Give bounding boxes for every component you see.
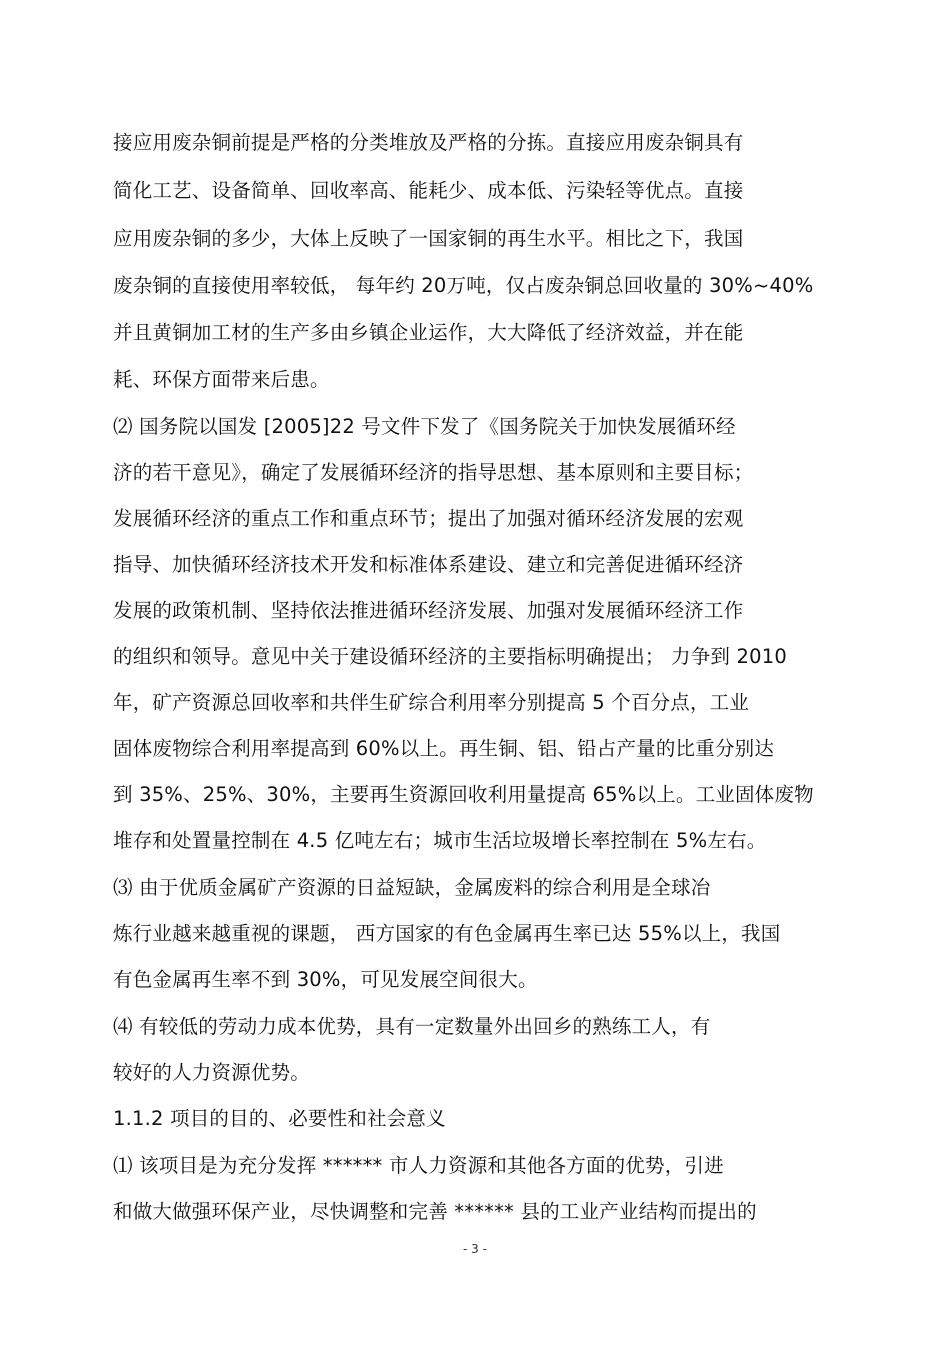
body-text-line: 发展的政策机制、坚持依法推进循环经济发展、加强对发展循环经济工作 xyxy=(113,599,744,622)
section-heading: 1.1.2 项目的目的、必要性和社会意义 xyxy=(113,1107,446,1130)
paragraph-4-start: ⑷ 有较低的劳动力成本优势，具有一定数量外出回乡的熟练工人，有 xyxy=(113,1015,711,1038)
body-text-line: 年，矿产资源总回收率和共伴生矿综合利用率分别提高 5 个百分点，工业 xyxy=(113,691,750,714)
paragraph-5-start: ⑴ 该项目是为充分发挥 ****** 市人力资源和其他各方面的优势，引进 xyxy=(113,1154,724,1177)
body-text-line: 较好的人力资源优势。 xyxy=(113,1061,311,1084)
paragraph-3-start: ⑶ 由于优质金属矿产资源的日益短缺，金属废料的综合利用是全球冶 xyxy=(113,876,711,899)
body-text-line: 并且黄铜加工材的生产多由乡镇企业运作，大大降低了经济效益，并在能 xyxy=(113,321,744,344)
page-number: - 3 - xyxy=(463,1242,487,1256)
body-text-line: 到 35%、25%、30%，主要再生资源回收利用量提高 65%以上。工业固体废物 xyxy=(113,783,814,806)
body-text-line: 应用废杂铜的多少，大体上反映了一国家铜的再生水平。相比之下，我国 xyxy=(113,227,744,250)
body-text-line: 发展循环经济的重点工作和重点环节；提出了加强对循环经济发展的宏观 xyxy=(113,507,744,530)
body-text-line: 耗、环保方面带来后患。 xyxy=(113,368,330,391)
paragraph-2-start: ⑵ 国务院以国发 [2005]22 号文件下发了《国务院关于加快发展循环经 xyxy=(113,415,736,438)
body-text-line: 的组织和领导。意见中关于建设循环经济的主要指标明确提出； 力争到 2010 xyxy=(113,645,787,668)
body-text-line: 有色金属再生率不到 30%，可见发展空间很大。 xyxy=(113,968,538,991)
body-text-line: 简化工艺、设备简单、回收率高、能耗少、成本低、污染轻等优点。直接 xyxy=(113,179,744,202)
body-text-line: 固体废物综合利用率提高到 60%以上。再生铜、铝、铅占产量的比重分别达 xyxy=(113,737,775,760)
body-text-line: 废杂铜的直接使用率较低， 每年约 20万吨，仅占废杂铜总回收量的 30%~40% xyxy=(113,274,814,297)
body-text-line: 接应用废杂铜前提是严格的分类堆放及严格的分拣。直接应用废杂铜具有 xyxy=(113,131,744,154)
body-text-line: 指导、加快循环经济技术开发和标准体系建设、建立和完善促进循环经济 xyxy=(113,553,744,576)
body-text-line: 和做大做强环保产业，尽快调整和完善 ****** 县的工业产业结构而提出的 xyxy=(113,1200,757,1223)
body-text-line: 济的若干意见》，确定了发展循环经济的指导思想、基本原则和主要目标； xyxy=(113,461,754,484)
body-text-line: 炼行业越来越重视的课题， 西方国家的有色金属再生率已达 55%以上，我国 xyxy=(113,922,781,945)
body-text-line: 堆存和处置量控制在 4.5 亿吨左右；城市生活垃圾增长率控制在 5%左右。 xyxy=(113,829,767,852)
